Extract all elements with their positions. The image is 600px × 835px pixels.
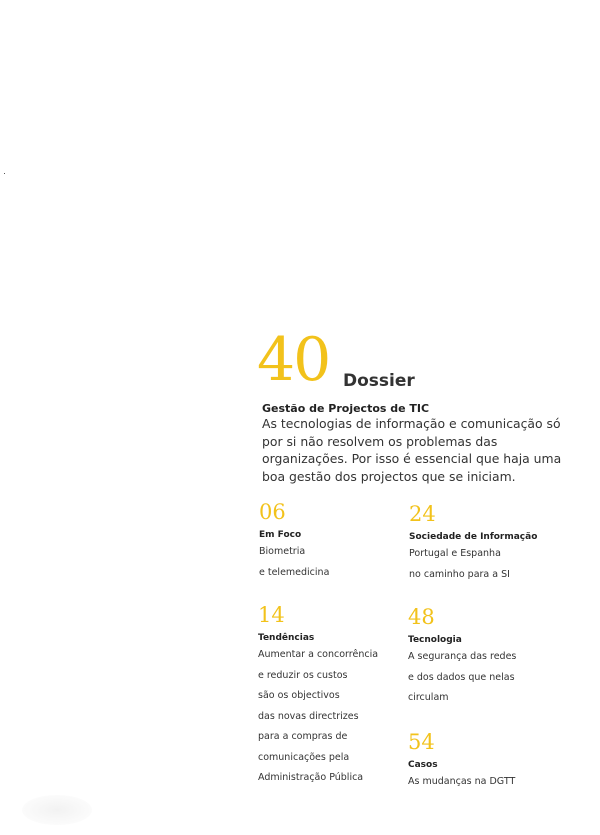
toc-line: comunicações pela [258,751,350,763]
toc-entry-tendencias [258,603,378,789]
toc-entry-tecnologia [408,605,516,709]
toc-line: A segurança das redes [408,651,517,662]
toc-line: e reduzir os custos [258,669,348,681]
toc-section-title: Tecnologia [408,635,462,645]
toc-page-number: 14 [258,603,285,627]
dossier-section-title: Dossier [343,371,415,391]
toc-line: e telemedicina [259,566,330,578]
toc-section-title: Sociedade de Informação [409,532,538,542]
toc-line: para a compras de [258,731,348,742]
toc-entry-sociedade-de-informacao [409,502,537,585]
toc-line: no caminho para a SI [409,568,510,580]
toc-entry-casos [408,730,515,793]
toc-line: das novas directrizes [258,710,359,722]
toc-page-number: 24 [409,502,436,526]
scan-speck [4,173,5,174]
toc-section-title: Casos [408,760,438,770]
toc-line: são os objectivos [258,690,340,701]
dossier-page-number: 40 [257,325,330,395]
toc-page-number: 48 [408,605,435,629]
toc-section-title: Em Foco [259,530,302,540]
toc-line: circulam [408,692,449,703]
toc-line: As mudanças na DGTT [408,776,516,787]
toc-entry-em-foco [259,500,329,583]
toc-line: Biometria [259,546,306,557]
toc-page-number: 06 [259,500,286,524]
toc-line: Portugal e Espanha [409,548,501,559]
toc-line: Administração Pública [258,772,364,783]
toc-line: e dos dados que nelas [408,671,515,683]
toc-line: Aumentar a concorrência [258,649,379,660]
toc-page-number: 54 [408,730,435,754]
scan-smudge [22,795,92,825]
toc-section-title: Tendências [258,633,315,643]
dossier-subtitle: Gestão de Projectos de TIC [262,402,430,415]
dossier-description: As tecnologias de informação e comunicação só por si não resolvem os problemas das organizações. Por isso é essencial que haja uma boa gestão dos projectos que se iniciam. [262,416,562,484]
